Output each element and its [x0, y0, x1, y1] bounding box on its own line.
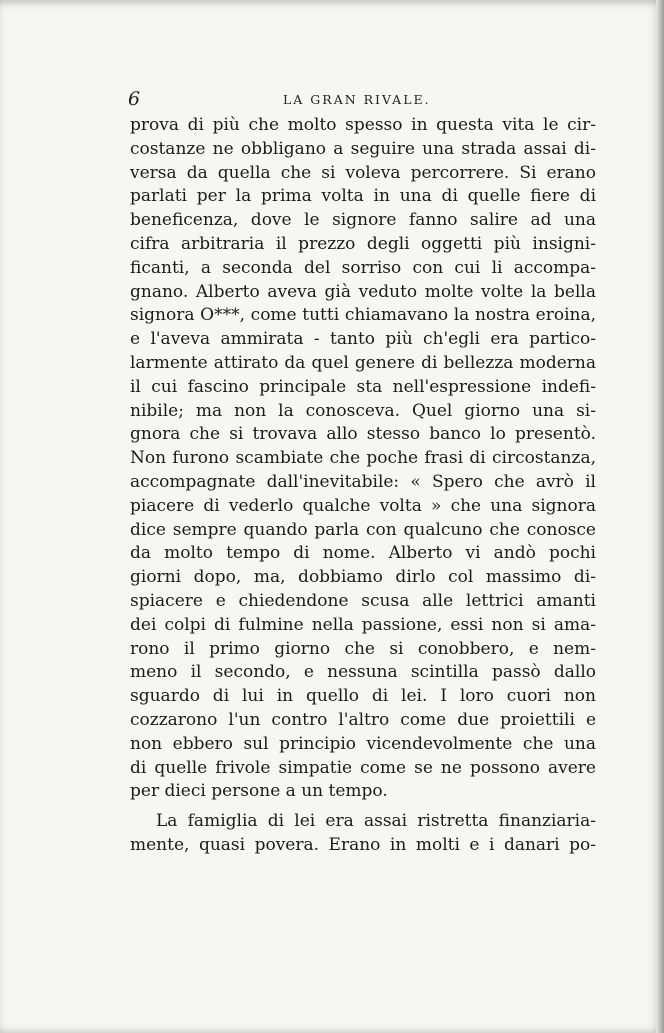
- text-line: dice sempre quando parla con qualcuno che conosce: [130, 519, 596, 540]
- page-edge-shadow: [656, 0, 664, 1033]
- text-line: e l'aveva ammirata - tanto più ch'egli era partico-: [130, 329, 596, 350]
- text-line: beneficenza, dove le signore fanno salire ad una: [130, 210, 596, 231]
- text-line: di quelle frivole simpatie come se ne possono avere: [130, 757, 596, 778]
- text-line: il cui fascino principale sta nell'espressione indefi-: [130, 376, 596, 397]
- text-line: prova di più che molto spesso in questa vita le cir-: [130, 115, 596, 135]
- text-line: gnora che si trovava allo stesso banco lo presentò.: [130, 424, 596, 445]
- text-line: cozzarono l'un contro l'altro come due proiettili e: [130, 709, 596, 730]
- text-line: meno il secondo, e nessuna scintilla passò dallo: [130, 662, 596, 683]
- text-line: versa da quella che si voleva percorrere. Si erano: [130, 162, 596, 183]
- text-line: parlati per la prima volta in una di quelle fiere di: [130, 186, 596, 207]
- text-line: per dieci persone a un tempo.: [130, 781, 388, 802]
- text-line: nibile; ma non la conosceva. Quel giorno una si-: [130, 400, 596, 421]
- text-line: ficanti, a seconda del sorriso con cui li accompa-: [130, 257, 596, 278]
- text-line: giorni dopo, ma, dobbiamo dirlo col massimo di-: [130, 567, 596, 588]
- page-header: [128, 88, 598, 110]
- text-line: mente, quasi povera. Erano in molti e i danari po-: [130, 834, 596, 855]
- paragraph-2: [130, 810, 596, 858]
- text-line: spiacere e chiedendone scusa alle lettrici amanti: [130, 590, 596, 611]
- text-line: larmente attirato da quel genere di bellezza moderna: [130, 352, 596, 373]
- text-line: cifra arbitraria il prezzo degli oggetti più insigni-: [130, 233, 596, 254]
- text-line: non ebbero sul principio vicendevolmente che una: [130, 733, 596, 754]
- text-line: La famiglia di lei era assai ristretta finanziaria-: [156, 811, 596, 832]
- text-line: rono il primo giorno che si conobbero, e nem-: [130, 638, 596, 659]
- text-line: costanze ne obbligano a seguire una strada assai di-: [130, 138, 596, 159]
- text-line: dei colpi di fulmine nella passione, essi non si ama-: [130, 614, 596, 635]
- text-line: accompagnate dall'inevitabile: « Spero che avrò il: [130, 471, 596, 492]
- paragraph-1: [130, 114, 596, 804]
- body-text: [130, 114, 596, 858]
- running-title: LA GRAN RIVALE.: [283, 92, 431, 107]
- page-number: 6: [128, 88, 141, 110]
- text-line: da molto tempo di nome. Alberto vi andò pochi: [130, 543, 596, 564]
- text-line: signora O***, come tutti chiamavano la nostra eroina,: [130, 305, 596, 326]
- text-line: piacere di vederlo qualche volta » che una signora: [130, 495, 596, 516]
- text-line: gnano. Alberto aveva già veduto molte volte la bella: [130, 281, 596, 302]
- text-line: Non furono scambiate che poche frasi di circostanza,: [130, 448, 596, 469]
- text-line: sguardo di lui in quello di lei. I loro cuori non: [130, 686, 596, 707]
